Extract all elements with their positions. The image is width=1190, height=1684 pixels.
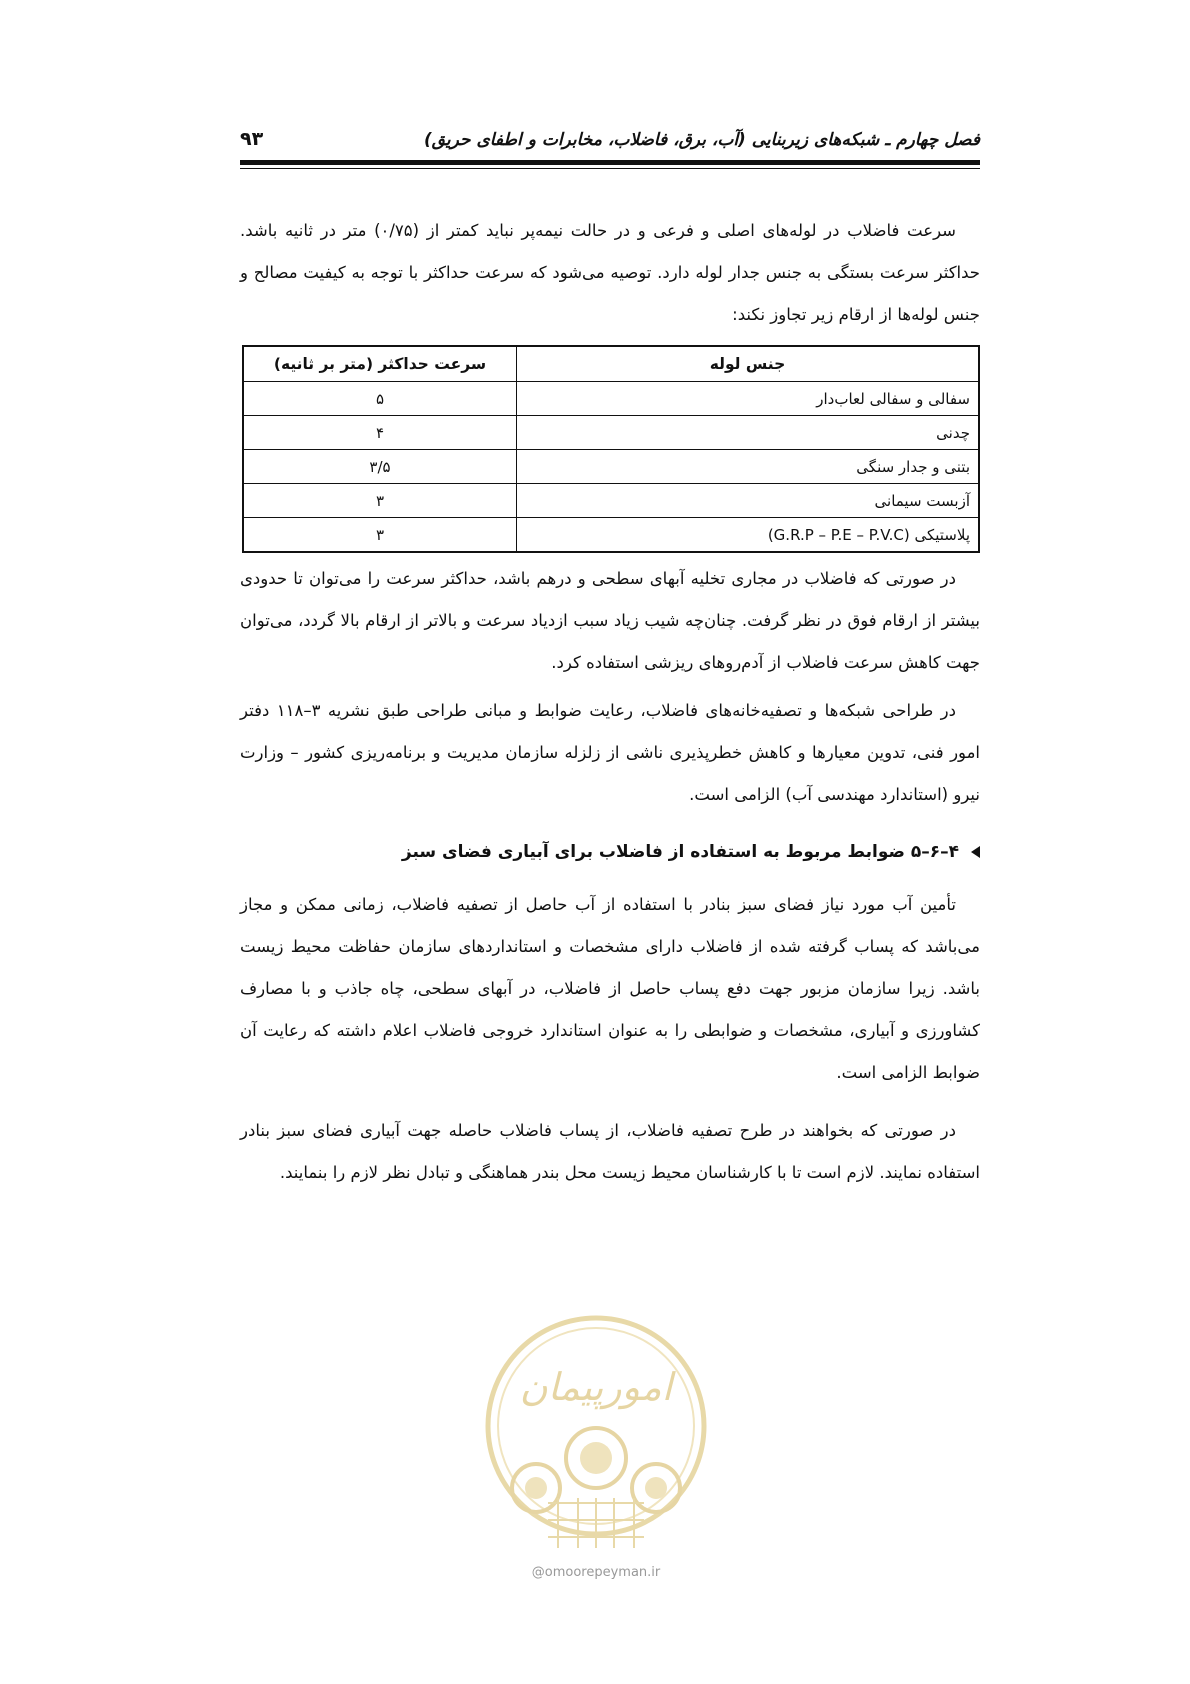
table-row (243, 416, 979, 450)
header-max-speed: سرعت حداکثر (متر بر ثانیه) (243, 346, 517, 382)
cell-material: پلاستیکی (G.R.P – P.E – P.V.C) (517, 518, 980, 553)
paragraph-5: در صورتی که بخواهند در طرح تصفیه فاضلاب، از پساب فاضلاب حاصله جهت آبیاری فضای سبز بنادر استفاده نمایند. لازم است تا با کارشناسان محیط زیست محل بندر هماهنگی و تبادل نظر لازم را بنمایند. (240, 1121, 980, 1182)
table-row (243, 484, 979, 518)
section-heading (240, 842, 980, 862)
table-row (243, 450, 979, 484)
cell-value: ۴ (243, 416, 517, 450)
cell-value: ۳ (243, 518, 517, 553)
bullet-triangle-icon (971, 846, 980, 858)
header-rule-thin (240, 168, 980, 169)
paragraph-3: در طراحی شبکه‌ها و تصفیه‌خانه‌های فاضلاب، رعایت ضوابط و مبانی طراحی طبق نشریه ۳–۱۱۸ دفتر امور فنی، تدوین معیارها و کاهش خطرپذیری ناشی از زلزله سازمان مدیریت و برنامه‌ریزی کشور – وزارت نیرو (استاندارد مهندسی آب) الزامی است. (240, 701, 980, 804)
header-material: جنس لوله (517, 346, 980, 382)
svg-text:امورپیمان: امورپیمان (519, 1365, 673, 1409)
cell-material: بتنی و جدار سنگی (517, 450, 980, 484)
paragraph-4: تأمین آب مورد نیاز فضای سبز بنادر با استفاده از آب حاصل از تصفیه فاضلاب، زمانی ممکن و مجاز می‌باشد که پساب گرفته شده از فاضلاب دارای مشخصات و استانداردهای سازمان حفاظت محیط زیست باشد. زیرا سازمان مزبور جهت دفع پساب حاصل از فاضلاب، در آبهای سطحی، چاه جاذب و با مصارف کشاورزی و آبیاری، مشخصات و ضوابطی را به عنوان استاندارد خروجی فاضلاب اعلام داشته که رعایت آن ضوابط الزامی است. (240, 895, 980, 1082)
cell-value: ۳/۵ (243, 450, 517, 484)
table-header-row (243, 346, 979, 382)
table-row (243, 382, 979, 416)
header-rule-thick (240, 160, 980, 165)
cell-material: آزبست سیمانی (517, 484, 980, 518)
paragraph-4-block (240, 884, 980, 1094)
page-number: ۹۳ (240, 128, 264, 150)
paragraph-1: سرعت فاضلاب در لوله‌های اصلی و فرعی و در حالت نیمه‌پر نباید کمتر از (۰/۷۵) متر در ثانیه باشد. حداکثر سرعت بستگی به جنس جدار لوله دارد. توصیه می‌شود که سرعت حداکثر با توجه به کیفیت مصالح و جنس لوله‌ها از ارقام زیر تجاوز نکند: (240, 221, 980, 324)
paragraph-2-block (240, 558, 980, 684)
paragraph-3-block (240, 690, 980, 816)
cell-value: ۳ (243, 484, 517, 518)
cell-value: ۵ (243, 382, 517, 416)
chapter-title: فصل چهارم ـ شبکه‌های زیربنایی (آب، برق، فاضلاب، مخابرات و اطفای حریق) (423, 130, 980, 150)
pipe-speed-table (242, 345, 980, 553)
cell-material: سفالی و سفالی لعاب‌دار (517, 382, 980, 416)
paragraph-2: در صورتی که فاضلاب در مجاری تخلیه آبهای سطحی و درهم باشد، حداکثر سرعت را می‌توان تا حدودی بیشتر از ارقام فوق در نظر گرفت. چنان‌چه شیب زیاد سبب ازدیاد سرعت و بالاتر از ارقام بالا گردد، می‌توان جهت کاهش سرعت فاضلاب از آدم‌روهای ریزشی استفاده کرد. (240, 569, 980, 672)
watermark-logo-icon (478, 1308, 714, 1564)
watermark-url: @omoorepeyman.ir (531, 1565, 661, 1580)
section-heading-text: ۴–۶–۵ ضوابط مربوط به استفاده از فاضلاب برای آبیاری فضای سبز (401, 842, 959, 862)
table-row (243, 518, 979, 553)
paragraph-1-block (240, 210, 980, 336)
paragraph-5-block (240, 1110, 980, 1194)
cell-material: چدنی (517, 416, 980, 450)
